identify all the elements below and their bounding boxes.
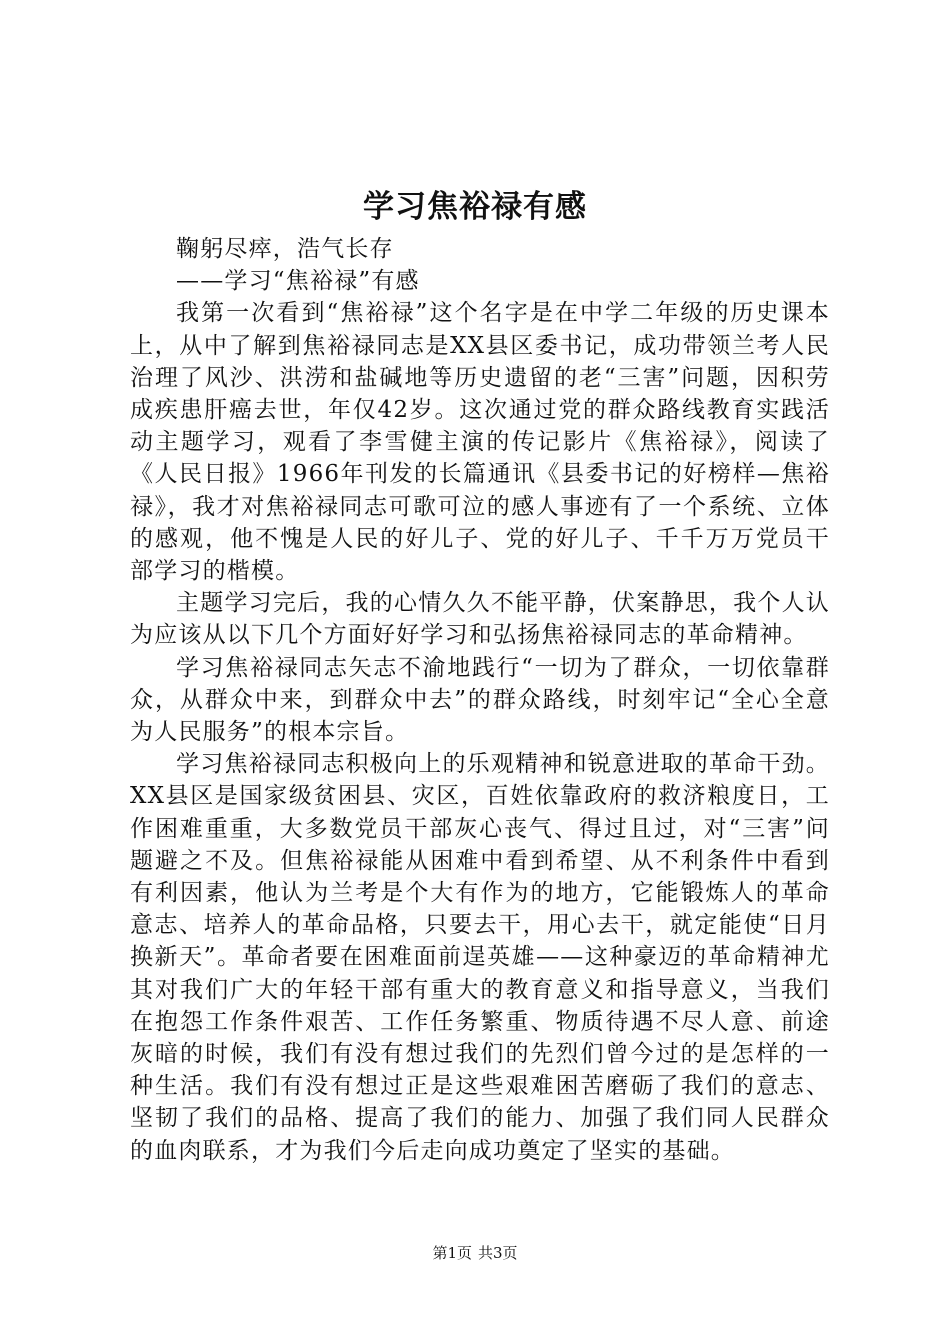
body-paragraph: 学习焦裕禄同志矢志不渝地践行“一切为了群众，一切依靠群众，从群众中来，到群众中去”的群众路线，时刻牢记“全心全意为人民服务”的根本宗旨。	[130, 654, 830, 746]
page-total: 共3页	[478, 1244, 518, 1262]
body-paragraph: 学习焦裕禄同志积极向上的乐观精神和锐意进取的革命干劲。XX县区是国家级贫困县、灾区，百姓依靠政府的救济粮度日，工作困难重重，大多数党员干部灰心丧气、得过且过，对“三害”问题避之不及。但焦裕禄能从困难中看到希望、从不利条件中看到有利因素，他认为兰考是个大有作为的地方，它能锻炼人的革命意志、培养人的革命品格，只要去干，用心去干，就定能使“日月换新天”。革命者要在困难面前逞英雄——这种豪迈的革命精神尤其对我们广大的年轻干部有重大的教育意义和指导意义，当我们在抱怨工作条件艰苦、工作任务繁重、物质待遇不尽人意、前途灰暗的时候，我们有没有想过我们的先烈们曾今过的是怎样的一种生活。我们有没有想过正是这些艰难困苦磨砺了我们的意志、坚韧了我们的品格、提高了我们的能力、加强了我们同人民群众的血肉联系，才为我们今后走向成功奠定了坚实的基础。	[130, 751, 830, 1164]
document-title: 学习焦裕禄有感	[363, 189, 587, 225]
body-paragraph: 我第一次看到“焦裕禄”这个名字是在中学二年级的历史课本上，从中了解到焦裕禄同志是XX县区委书记，成功带领兰考人民治理了风沙、洪涝和盐碱地等历史遗留的老“三害”问题，因积劳成疾患肝癌去世，年仅42岁。这次通过党的群众路线教育实践活动主题学习，观看了李雪健主演的传记影片《焦裕禄》，阅读了《人民日报》1966年刊发的长篇通讯《县委书记的好榜样—焦裕禄》，我才对焦裕禄同志可歌可泣的感人事迹有了一个系统、立体的感观，他不愧是人民的好儿子、党的好儿子、千千万万党员干部学习的楷模。	[130, 300, 830, 585]
page-footer	[0, 1243, 950, 1263]
subtitle-line: 鞠躬尽瘁，浩气长存	[176, 236, 394, 262]
subtitle-line: ——学习“焦裕禄”有感	[176, 268, 420, 295]
page-number: 第1页	[432, 1244, 472, 1262]
body-paragraph: 主题学习完后，我的心情久久不能平静，伏案静思，我个人认为应该从以下几个方面好好学习和弘扬焦裕禄同志的革命精神。	[130, 590, 830, 649]
document-body	[130, 233, 830, 1167]
